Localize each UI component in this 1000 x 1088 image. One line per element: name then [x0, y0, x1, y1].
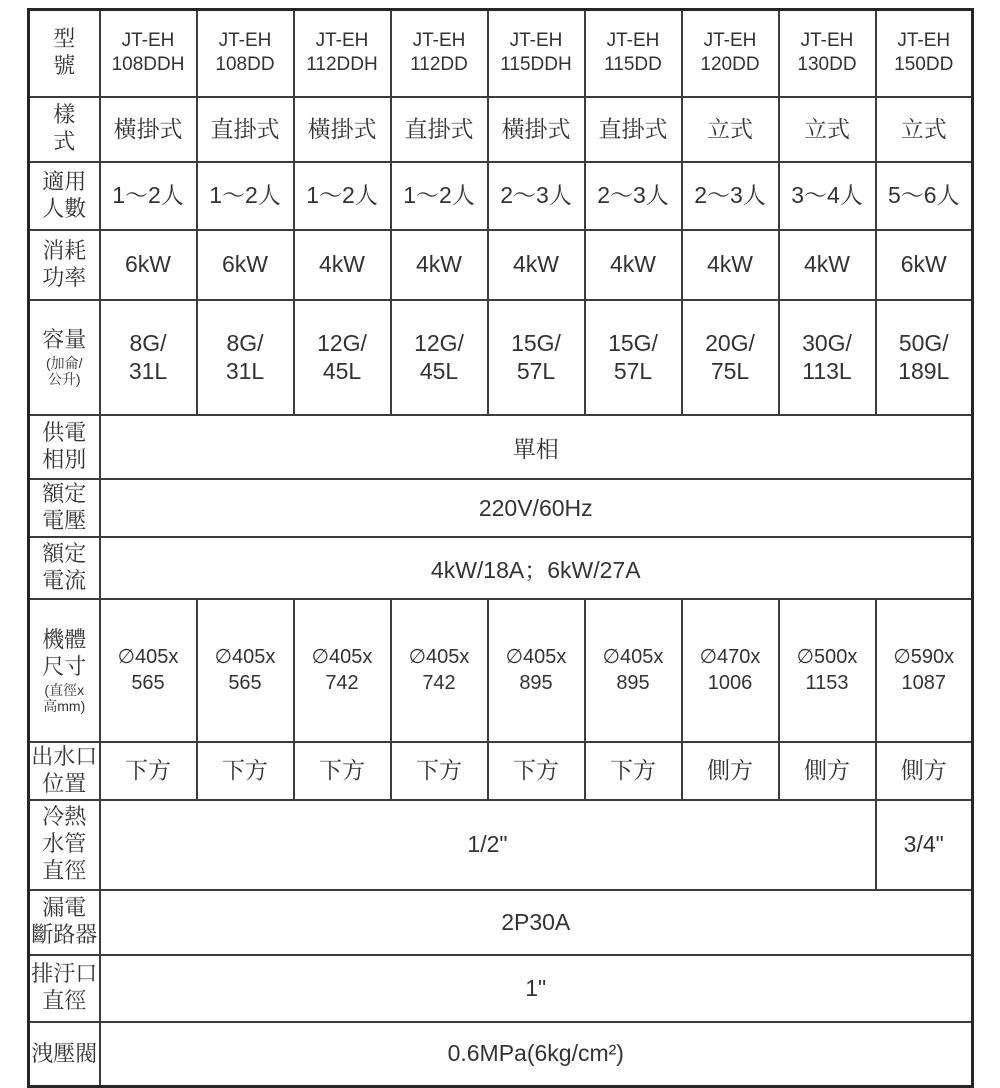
table-row-capacity: [29, 300, 973, 416]
power-cell: 4kW: [391, 230, 488, 300]
people-cell: 1～2人: [197, 162, 294, 230]
table-row-drain: [29, 955, 973, 1022]
row-label-text: 額定 電流: [42, 541, 87, 594]
capacity-cell: 8G/ 31L: [100, 300, 197, 416]
model-cell: JT-EH 108DD: [197, 10, 294, 97]
style-cell: 立式: [682, 97, 779, 162]
model-cell: JT-EH 130DD: [779, 10, 876, 97]
people-cell: 5～6人: [876, 162, 973, 230]
capacity-cell: 30G/ 113L: [779, 300, 876, 416]
capacity-cell: 15G/ 57L: [488, 300, 585, 416]
model-cell: JT-EH 108DDH: [100, 10, 197, 97]
people-cell: 3～4人: [779, 162, 876, 230]
outlet-cell: 下方: [197, 742, 294, 800]
style-cell: 橫掛式: [294, 97, 391, 162]
style-cell: 立式: [779, 97, 876, 162]
row-label-text: 漏電 斷路器: [31, 895, 98, 948]
row-label-dimensions: [29, 599, 100, 742]
table-row-breaker: [29, 890, 973, 955]
people-cell: 1～2人: [391, 162, 488, 230]
row-label-capacity: [29, 300, 100, 416]
row-label-model: [29, 10, 100, 97]
style-cell: 直掛式: [197, 97, 294, 162]
row-label-people: [29, 162, 100, 230]
table-row-phase: [29, 415, 973, 479]
voltage-merged-cell: 220V/60Hz: [100, 479, 973, 537]
row-label-text: 冷熱 水管 直徑: [42, 804, 87, 884]
row-label-text: 消耗 功率: [42, 237, 87, 290]
row-label-text: 型 號: [53, 26, 76, 79]
row-label-voltage: [29, 479, 100, 537]
model-cell: JT-EH 112DD: [391, 10, 488, 97]
outlet-cell: 下方: [391, 742, 488, 800]
dimension-cell: ∅405x 742: [391, 599, 488, 742]
relief-valve-merged-cell: 0.6MPa(6kg/cm²): [100, 1022, 973, 1087]
row-label-phase: [29, 415, 100, 479]
style-cell: 橫掛式: [100, 97, 197, 162]
people-cell: 1～2人: [100, 162, 197, 230]
capacity-cell: 12G/ 45L: [391, 300, 488, 416]
row-label-text: 樣 式: [53, 102, 76, 154]
table-row-current: [29, 537, 973, 599]
current-merged-cell: 4kW/18A；6kW/27A: [100, 537, 973, 599]
outlet-cell: 下方: [100, 742, 197, 800]
row-label-text: 額定 電壓: [42, 481, 87, 534]
table-row-relief-valve: [29, 1022, 973, 1087]
outlet-cell: 下方: [294, 742, 391, 800]
breaker-merged-cell: 2P30A: [100, 890, 973, 955]
power-cell: 4kW: [294, 230, 391, 300]
row-label-outlet: [29, 742, 100, 800]
people-cell: 1～2人: [294, 162, 391, 230]
power-cell: 6kW: [100, 230, 197, 300]
table-row-power: [29, 230, 973, 300]
power-cell: 6kW: [197, 230, 294, 300]
power-cell: 6kW: [876, 230, 973, 300]
row-label-text: 機體 尺寸: [42, 627, 87, 679]
row-label-text: 容量: [42, 327, 87, 353]
row-label-current: [29, 537, 100, 599]
table-row-dimensions: [29, 599, 973, 742]
people-cell: 2～3人: [682, 162, 779, 230]
model-cell: JT-EH 150DD: [876, 10, 973, 97]
dimension-cell: ∅405x 895: [585, 599, 682, 742]
style-cell: 直掛式: [391, 97, 488, 162]
model-cell: JT-EH 115DDH: [488, 10, 585, 97]
row-label-style: [29, 97, 100, 162]
power-cell: 4kW: [779, 230, 876, 300]
drain-merged-cell: 1": [100, 955, 973, 1022]
style-cell: 橫掛式: [488, 97, 585, 162]
table-row-pipe: [29, 800, 973, 890]
dimension-cell: ∅405x 895: [488, 599, 585, 742]
row-label-text: 供電 相別: [42, 420, 87, 473]
dimension-cell: ∅470x 1006: [682, 599, 779, 742]
people-cell: 2～3人: [585, 162, 682, 230]
model-cell: JT-EH 120DD: [682, 10, 779, 97]
row-label-breaker: [29, 890, 100, 955]
capacity-cell: 8G/ 31L: [197, 300, 294, 416]
table-row-style: [29, 97, 973, 162]
power-cell: 4kW: [585, 230, 682, 300]
pipe-right-cell: 3/4": [876, 800, 973, 890]
people-cell: 2～3人: [488, 162, 585, 230]
dimension-cell: ∅405x 565: [197, 599, 294, 742]
row-sublabel-text: (直徑x 高mm): [43, 681, 86, 714]
pipe-merged-cell: 1/2": [100, 800, 876, 890]
row-label-relief-valve: [29, 1022, 100, 1087]
dimension-cell: ∅405x 565: [100, 599, 197, 742]
dimension-cell: ∅500x 1153: [779, 599, 876, 742]
outlet-cell: 下方: [488, 742, 585, 800]
model-cell: JT-EH 115DD: [585, 10, 682, 97]
row-label-text: 適用 人數: [42, 168, 87, 221]
dimension-cell: ∅405x 742: [294, 599, 391, 742]
capacity-cell: 50G/ 189L: [876, 300, 973, 416]
outlet-cell: 側方: [779, 742, 876, 800]
power-cell: 4kW: [488, 230, 585, 300]
power-cell: 4kW: [682, 230, 779, 300]
capacity-cell: 12G/ 45L: [294, 300, 391, 416]
row-label-text: 洩壓閥: [31, 1040, 98, 1066]
table-row-outlet: [29, 742, 973, 800]
capacity-cell: 15G/ 57L: [585, 300, 682, 416]
outlet-cell: 下方: [585, 742, 682, 800]
model-cell: JT-EH 112DDH: [294, 10, 391, 97]
row-label-drain: [29, 955, 100, 1022]
outlet-cell: 側方: [682, 742, 779, 800]
row-label-text: 排汙口 直徑: [31, 961, 98, 1014]
row-label-power: [29, 230, 100, 300]
phase-merged-cell: 單相: [100, 415, 973, 479]
spec-table: [27, 8, 974, 1088]
row-label-text: 出水口 位置: [31, 743, 98, 796]
row-label-pipe: [29, 800, 100, 890]
row-sublabel-text: (加侖/ 公升): [45, 355, 83, 388]
style-cell: 立式: [876, 97, 973, 162]
outlet-cell: 側方: [876, 742, 973, 800]
table-row-model: [29, 10, 973, 97]
table-row-people: [29, 162, 973, 230]
table-row-voltage: [29, 479, 973, 537]
dimension-cell: ∅590x 1087: [876, 599, 973, 742]
capacity-cell: 20G/ 75L: [682, 300, 779, 416]
style-cell: 直掛式: [585, 97, 682, 162]
